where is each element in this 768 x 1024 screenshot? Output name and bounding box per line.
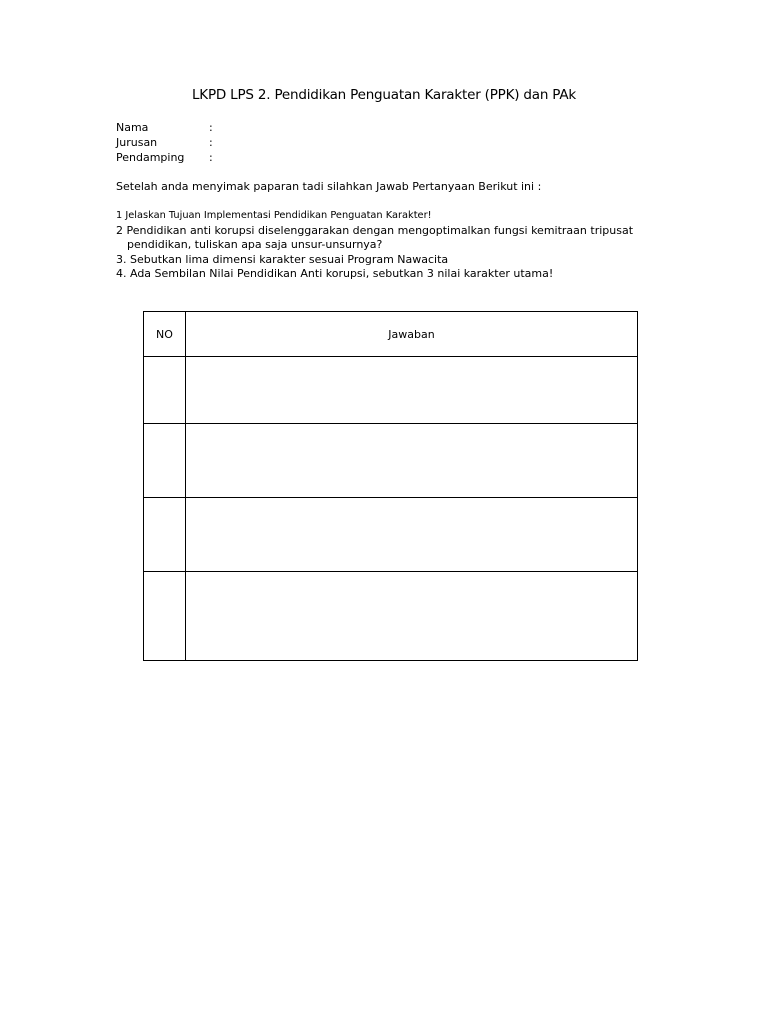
no-cell xyxy=(144,357,186,424)
field-pendamping xyxy=(116,150,213,165)
answer-table xyxy=(143,311,638,661)
table-header-row xyxy=(144,312,638,357)
no-cell xyxy=(144,572,186,661)
field-jurusan xyxy=(116,135,213,150)
table-row xyxy=(144,572,638,661)
field-separator: : xyxy=(209,151,213,164)
answer-cell xyxy=(185,424,637,498)
field-label-pendamping: Pendamping xyxy=(116,151,185,164)
question-list xyxy=(116,209,633,282)
header-answer: Jawaban xyxy=(185,312,637,357)
table-row xyxy=(144,498,638,572)
field-nama xyxy=(116,120,213,135)
field-label-nama: Nama xyxy=(116,121,149,134)
question-2-line-2: pendidikan, tuliskan apa saja unsur-unsurnya? xyxy=(127,238,383,251)
answer-cell xyxy=(185,357,637,424)
question-3: 3. Sebutkan lima dimensi karakter sesuai Program Nawacita xyxy=(116,252,449,266)
table-row xyxy=(144,424,638,498)
intro-text: Setelah anda menyimak paparan tadi silahkan Jawab Pertanyaan Berikut ini : xyxy=(116,180,542,193)
no-cell xyxy=(144,498,186,572)
question-4: 4. Ada Sembilan Nilai Pendidikan Anti korupsi, sebutkan 3 nilai karakter utama! xyxy=(116,267,554,280)
answer-cell xyxy=(185,498,637,572)
field-label-jurusan: Jurusan xyxy=(116,136,158,149)
answer-cell xyxy=(185,572,637,661)
question-1: 1 Jelaskan Tujuan Implementasi Pendidikan Penguatan Karakter! xyxy=(116,210,432,221)
question-2-line-1: 2 Pendidikan anti korupsi diselenggarakan dengan mengoptimalkan fungsi kemitraan tripusat xyxy=(116,223,634,237)
field-separator: : xyxy=(209,121,213,134)
identity-fields xyxy=(116,120,213,165)
document-title: LKPD LPS 2. Pendidikan Penguatan Karakter (PPK) dan PAk xyxy=(191,87,577,103)
table-row xyxy=(144,357,638,424)
no-cell xyxy=(144,424,186,498)
header-no: NO xyxy=(144,312,186,357)
field-separator: : xyxy=(209,136,213,149)
